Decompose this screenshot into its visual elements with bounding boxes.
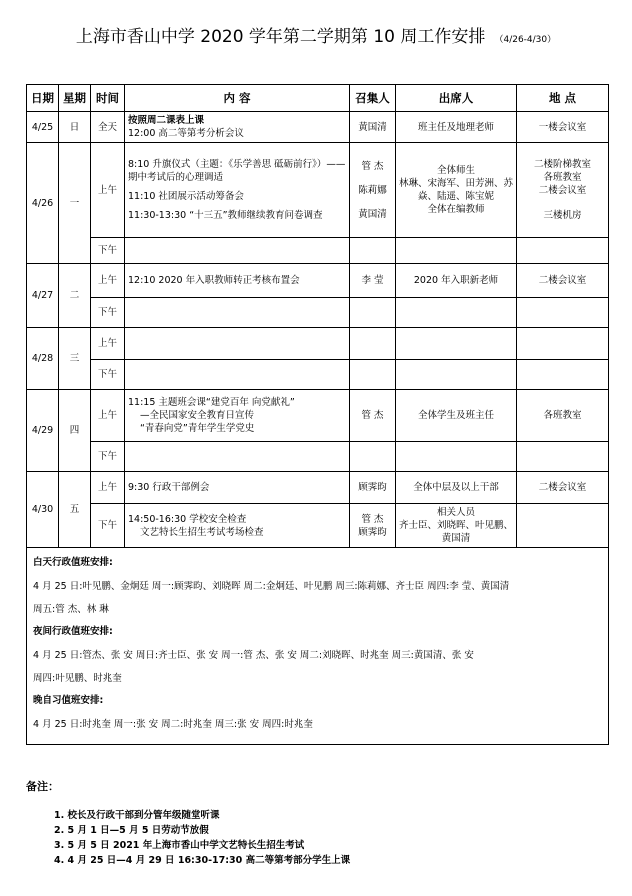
attendees-cell xyxy=(396,472,517,504)
content-cell xyxy=(125,390,350,442)
convener-cell xyxy=(350,360,396,390)
convener-cell xyxy=(350,264,396,298)
time-cell: 下午 xyxy=(91,504,125,548)
attendees-line: 2020 年入职新老师 xyxy=(413,275,499,286)
document-title xyxy=(0,22,632,47)
title-main: 上海市香山中学 2020 学年第二学期第 10 周工作安排 xyxy=(75,27,486,47)
content-cell xyxy=(125,238,350,264)
evening-duty-title: 晚自习值班安排: xyxy=(33,695,104,706)
convener-cell xyxy=(350,112,396,143)
content-line: —全民国家安全教育日宣传 xyxy=(140,410,255,421)
location-line: 二楼阶梯教室 xyxy=(533,159,591,170)
location-cell xyxy=(517,143,609,238)
content-cell xyxy=(125,504,350,548)
attendees-cell xyxy=(396,442,517,472)
header-row xyxy=(27,85,609,112)
attendees-line: 全体师生 xyxy=(436,165,475,176)
duty-section xyxy=(27,548,609,745)
schedule-row xyxy=(27,328,609,360)
content-line: 11:10 社团展示活动筹备会 xyxy=(128,191,244,202)
location-line: 各班教室 xyxy=(543,172,582,183)
convener-line: 李 莹 xyxy=(361,275,384,286)
attendees-line: 班主任及地理老师 xyxy=(417,121,494,133)
convener-cell xyxy=(350,442,396,472)
attendees-line: 全体在编教师 xyxy=(427,204,485,215)
night-duty-line-1: 4 月 25 日:管杰、张 安 周日:齐士臣、张 安 周一:管 杰、张 安 周二:刘晓晖、时兆奎 周三:黄国清、张 安 xyxy=(33,650,474,661)
location-cell xyxy=(517,112,609,143)
convener-line: 管 杰 xyxy=(361,513,384,525)
attendees-line: 林琳、宋海军、田芳洲、苏焱、陆遥、陈宝妮 xyxy=(399,178,514,202)
time-cell: 上午 xyxy=(91,390,125,442)
date-cell: 4/30 xyxy=(27,472,59,548)
schedule-row xyxy=(27,143,609,238)
convener-line: 陈莉娜 xyxy=(358,184,387,196)
attendees-line: 全体中层及以上干部 xyxy=(413,482,499,493)
weekday-cell: 五 xyxy=(59,472,91,548)
time-cell: 下午 xyxy=(91,360,125,390)
time-cell: 全天 xyxy=(91,112,125,143)
weekday-cell: 四 xyxy=(59,390,91,472)
location-cell xyxy=(517,264,609,298)
time-cell: 下午 xyxy=(91,238,125,264)
content-line: 9:30 行政干部例会 xyxy=(128,482,210,493)
convener-cell xyxy=(350,472,396,504)
schedule-row xyxy=(27,390,609,442)
schedule-row xyxy=(27,298,609,328)
night-duty-title: 夜间行政值班安排: xyxy=(33,626,113,637)
convener-cell xyxy=(350,504,396,548)
time-cell: 下午 xyxy=(91,442,125,472)
convener-line: 黄国清 xyxy=(358,121,387,133)
convener-cell xyxy=(350,328,396,360)
schedule-row xyxy=(27,504,609,548)
location-cell xyxy=(517,298,609,328)
date-cell: 4/26 xyxy=(27,143,59,264)
location-cell xyxy=(517,238,609,264)
attendees-cell xyxy=(396,504,517,548)
schedule-table xyxy=(26,84,609,745)
convener-line: 黄国清 xyxy=(358,208,387,220)
location-line: 一楼会议室 xyxy=(538,121,587,133)
content-cell xyxy=(125,112,350,143)
header-convener: 召集人 xyxy=(350,85,396,112)
attendees-line: 齐士臣、刘晓晖、叶见鹏、黄国清 xyxy=(399,520,514,544)
date-cell: 4/28 xyxy=(27,328,59,390)
schedule-row xyxy=(27,442,609,472)
location-line: 二楼会议室 xyxy=(538,185,587,196)
attendees-cell xyxy=(396,143,517,238)
content-cell xyxy=(125,360,350,390)
location-cell xyxy=(517,442,609,472)
weekday-cell: 三 xyxy=(59,328,91,390)
remark-item: 3. 5 月 5 日 2021 年上海市香山中学文艺特长生招生考试 xyxy=(54,840,305,851)
content-line: 11:15 主题班会课“建党百年 向党献礼” xyxy=(128,397,295,408)
time-cell: 上午 xyxy=(91,143,125,238)
date-cell: 4/25 xyxy=(27,112,59,143)
location-cell xyxy=(517,472,609,504)
day-duty-line-1: 4 月 25 日:叶见鹏、金炯廷 周一:顾霁昀、刘晓晖 周二:金炯廷、叶见鹏 周三:陈莉娜、齐士臣 周四:李 莹、黄国清 xyxy=(33,581,510,592)
content-cell xyxy=(125,328,350,360)
header-date: 日期 xyxy=(27,85,59,112)
schedule-row xyxy=(27,472,609,504)
location-cell xyxy=(517,390,609,442)
content-cell xyxy=(125,442,350,472)
content-line: 12:00 高二等第考分析会议 xyxy=(128,128,244,139)
content-line: 12:10 2020 年入职教师转正考核布置会 xyxy=(128,275,300,286)
content-line: 14:50-16:30 学校安全检查 xyxy=(128,513,247,525)
header-content: 内 容 xyxy=(125,85,350,112)
header-attendees: 出席人 xyxy=(396,85,517,112)
content-line: 11:30-13:30 “十三五”教师继续教育问卷调查 xyxy=(128,210,323,221)
attendees-cell xyxy=(396,360,517,390)
schedule-row xyxy=(27,112,609,143)
content-line: 文艺特长生招生考试考场检查 xyxy=(140,526,264,538)
location-line: 二楼会议室 xyxy=(538,275,587,286)
attendees-cell xyxy=(396,238,517,264)
schedule-row xyxy=(27,238,609,264)
attendees-cell xyxy=(396,112,517,143)
content-line: 8:10 升旗仪式（主题：《乐学善思 砥砺前行》）——期中考试后的心理调适 xyxy=(128,159,346,183)
location-cell xyxy=(517,504,609,548)
content-line: 按照周二课表上课 xyxy=(128,115,205,126)
weekday-cell: 日 xyxy=(59,112,91,143)
remark-item: 1. 校长及行政干部到分管年级随堂听课 xyxy=(54,810,220,821)
title-date-range: （4/26-4/30） xyxy=(494,35,557,45)
remark-item: 4. 4 月 25 日—4 月 29 日 16:30-17:30 高二等第考部分学生上课 xyxy=(54,855,351,866)
content-cell xyxy=(125,143,350,238)
header-time: 时间 xyxy=(91,85,125,112)
date-cell: 4/27 xyxy=(27,264,59,328)
content-cell xyxy=(125,264,350,298)
attendees-cell xyxy=(396,328,517,360)
time-cell: 下午 xyxy=(91,298,125,328)
convener-cell xyxy=(350,390,396,442)
location-cell xyxy=(517,360,609,390)
content-line: “青春向党”青年学生学党史 xyxy=(140,423,255,434)
evening-duty-line-1: 4 月 25 日:时兆奎 周一:张 安 周二:时兆奎 周三:张 安 周四:时兆奎 xyxy=(33,719,313,730)
convener-line: 顾霁昀 xyxy=(358,482,387,493)
date-cell: 4/29 xyxy=(27,390,59,472)
attendees-line: 相关人员 xyxy=(436,507,475,518)
header-weekday: 星期 xyxy=(59,85,91,112)
attendees-line: 全体学生及班主任 xyxy=(417,410,494,421)
weekday-cell: 二 xyxy=(59,264,91,328)
day-duty-line-2: 周五:管 杰、林 琳 xyxy=(33,604,109,615)
attendees-cell xyxy=(396,298,517,328)
header-location: 地 点 xyxy=(517,85,609,112)
location-line: 三楼机房 xyxy=(543,210,582,221)
time-cell: 上午 xyxy=(91,472,125,504)
schedule-row xyxy=(27,360,609,390)
convener-cell xyxy=(350,238,396,264)
content-cell xyxy=(125,298,350,328)
time-cell: 上午 xyxy=(91,328,125,360)
schedule-row xyxy=(27,264,609,298)
location-line: 二楼会议室 xyxy=(538,482,587,493)
location-cell xyxy=(517,328,609,360)
convener-line: 管 杰 xyxy=(361,160,384,172)
convener-cell xyxy=(350,298,396,328)
remarks-section xyxy=(26,778,616,868)
day-duty-title: 白天行政值班安排: xyxy=(33,557,113,568)
content-cell xyxy=(125,472,350,504)
attendees-cell xyxy=(396,390,517,442)
weekday-cell: 一 xyxy=(59,143,91,264)
location-line: 各班教室 xyxy=(543,410,582,421)
night-duty-line-2: 周四:叶见鹏、时兆奎 xyxy=(33,673,122,684)
remark-item: 2. 5 月 1 日—5 月 5 日劳动节放假 xyxy=(54,825,209,836)
attendees-cell xyxy=(396,264,517,298)
convener-cell xyxy=(350,143,396,238)
time-cell: 上午 xyxy=(91,264,125,298)
convener-line: 顾霁昀 xyxy=(358,526,387,538)
remarks-title: 备注： xyxy=(26,780,59,793)
duty-row xyxy=(27,548,609,745)
convener-line: 管 杰 xyxy=(361,410,384,421)
